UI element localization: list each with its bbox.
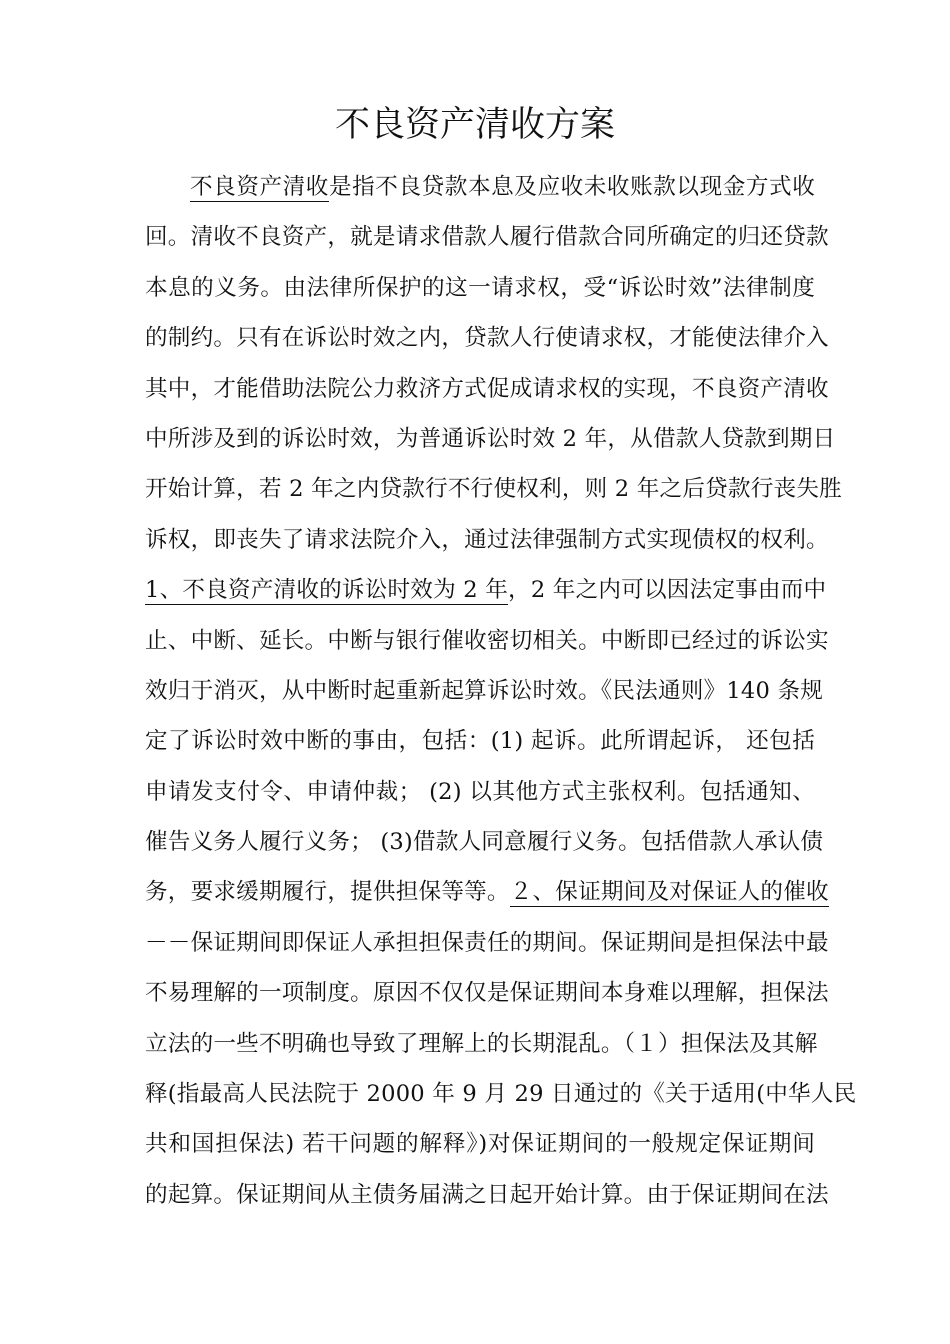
document-body — [145, 162, 857, 1220]
paragraph-line: 止、中断、延长。中断与银行催收密切相关。中断即已经过的诉讼实 — [145, 627, 829, 654]
paragraph-line — [145, 162, 815, 212]
paragraph-line: 释(指最高人民法院于 2000 年 9 月 29 日通过的《关于适用(中华人民 — [145, 1081, 857, 1108]
underlined-term: 不良资产清收 — [190, 174, 329, 200]
underlined-heading: 1、不良资产清收的诉讼时效为 2 年 — [145, 577, 509, 604]
paragraph-line: 的制约。只有在诉讼时效之内，贷款人行使请求权，才能使法律介入 — [145, 325, 829, 352]
line-text: 是指不良贷款本息及应收未收账款以现金方式收 — [328, 174, 816, 200]
paragraph-line — [145, 867, 829, 917]
line-text: ，2 年之内可以因法定事由而中 — [508, 577, 827, 604]
paragraph-line: 诉权，即丧失了请求法院介入，通过法律强制方式实现债权的权利。 — [145, 526, 829, 553]
paragraph-line: 回。清收不良资产，就是请求借款人履行借款合同所确定的归还贷款 — [145, 224, 829, 251]
paragraph-line: 的起算。保证期间从主债务届满之日起开始计算。由于保证期间在法 — [145, 1181, 829, 1208]
underlined-heading: ２、保证期间及对保证人的催收 — [509, 879, 829, 906]
paragraph-line: 催告义务人履行义务； (3)借款人同意履行义务。包括借款人承认债 — [145, 829, 824, 856]
paragraph-line: 申请发支付令、申请仲裁； (2) 以其他方式主张权利。包括通知、 — [145, 778, 815, 805]
paragraph-line: 其中，才能借助法院公力救济方式促成请求权的实现，不良资产清收 — [145, 375, 829, 402]
document-title: 不良资产清收方案 — [334, 105, 615, 145]
paragraph-line: 定了诉讼时效中断的事由，包括：(1) 起诉。此所谓起诉， 还包括 — [145, 728, 815, 755]
paragraph-line — [145, 565, 827, 615]
line-text: 务，要求缓期履行，提供担保等等。 — [145, 879, 510, 906]
paragraph-line: 效归于消灭，从中断时起重新起算诉讼时效。《民法通则》140 条规 — [145, 677, 824, 704]
paragraph-line: 立法的一些不明确也导致了理解上的长期混乱。（１）担保法及其解 — [145, 1030, 818, 1057]
paragraph-line: 本息的义务。由法律所保护的这一请求权，受“诉讼时效”法律制度 — [145, 274, 815, 301]
paragraph-line: 中所涉及到的诉讼时效，为普通诉讼时效 2 年，从借款人贷款到期日 — [145, 425, 836, 452]
paragraph-line: 共和国担保法) 若干问题的解释》)对保证期间的一般规定保证期间 — [145, 1131, 815, 1158]
paragraph-line: 开始计算，若 2 年之内贷款行不行使权利，则 2 年之后贷款行丧失胜 — [145, 476, 842, 503]
paragraph-line: 不易理解的一项制度。原因不仅仅是保证期间本身难以理解，担保法 — [145, 980, 829, 1007]
paragraph-line: －－保证期间即保证人承担担保责任的期间。保证期间是担保法中最 — [145, 929, 829, 956]
